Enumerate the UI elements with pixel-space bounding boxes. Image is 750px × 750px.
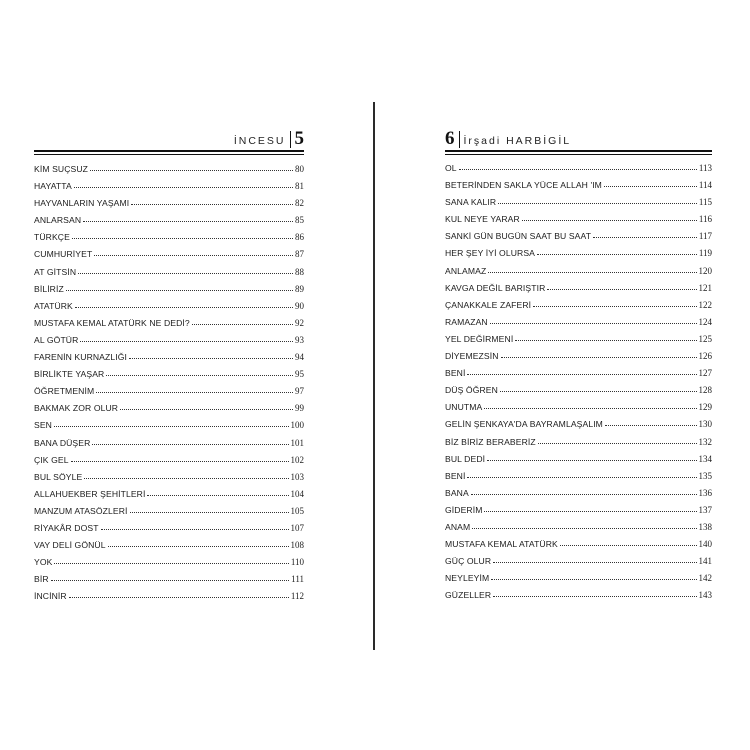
toc-entry-title: SANKİ GÜN BUGÜN SAAT BU SAAT	[445, 231, 592, 242]
toc-entry-page-number: 140	[698, 539, 712, 550]
toc-entry-title: AL GÖTÜR	[34, 334, 79, 345]
toc-entry-title: BİR	[34, 574, 49, 585]
toc-entry	[445, 522, 712, 539]
toc-entry-title: ALLAHUEKBER ŞEHİTLERİ	[34, 488, 146, 499]
toc-entry	[34, 438, 304, 455]
toc-entry	[445, 351, 712, 368]
toc-entry	[34, 267, 304, 284]
toc-entry-page-number: 121	[698, 282, 712, 293]
toc-entry-title: SANA KALIR	[445, 197, 497, 208]
right-page	[445, 128, 712, 601]
toc-entry	[34, 318, 304, 335]
dot-leader	[500, 391, 697, 392]
toc-entry-title: İNCİNİR	[34, 591, 67, 602]
toc-entry-title: GELİN ŞENKAYA'DA BAYRAMLAŞALIM	[445, 419, 603, 430]
dot-leader	[488, 272, 696, 273]
toc-entry-title: HER ŞEY İYİ OLURSA	[445, 248, 535, 259]
toc-entry-title: TÜRKÇE	[34, 232, 70, 243]
running-title: İNCESU	[233, 134, 286, 147]
toc-entry	[34, 403, 304, 420]
toc-entry-page-number: 104	[290, 488, 304, 499]
toc-entry-title: GÜÇ OLUR	[445, 556, 492, 567]
dot-leader	[106, 375, 293, 376]
toc-entry-title: BETERİNDEN SAKLA YÜCE ALLAH 'IM	[445, 180, 602, 191]
dot-leader	[54, 426, 289, 427]
toc-entry-title: DÜŞ ÖĞREN	[445, 385, 498, 396]
toc-entry-title: MANZUM ATASÖZLERİ	[34, 505, 128, 516]
page-number: 6	[445, 128, 455, 149]
toc-entry-page-number: 93	[295, 334, 304, 345]
dot-leader	[129, 358, 293, 359]
page-number: 5	[294, 128, 304, 149]
toc-entry-title: GÜZELLER	[445, 590, 492, 601]
toc-entry	[34, 540, 304, 557]
toc-entry-title: FARENİN KURNAZLIĞI	[34, 352, 128, 363]
toc-entry-page-number: 90	[295, 300, 304, 311]
toc-entry-page-number: 120	[698, 265, 712, 276]
toc-entry-title: YEL DEĞİRMENİ	[445, 333, 514, 344]
toc-entry	[34, 215, 304, 232]
toc-entry	[445, 317, 712, 334]
toc-entry-title: BUL DEDİ	[445, 453, 486, 464]
dot-leader	[51, 580, 290, 581]
toc-entry-title: ÇANAKKALE ZAFERİ	[445, 299, 532, 310]
toc-entry	[445, 488, 712, 505]
toc-entry	[445, 248, 712, 265]
toc-entry-page-number: 81	[295, 181, 304, 192]
toc-entry-page-number: 92	[295, 317, 304, 328]
toc-entry-page-number: 137	[698, 504, 712, 515]
toc-entry-page-number: 117	[698, 231, 712, 242]
dot-leader	[547, 289, 696, 290]
dot-leader	[467, 374, 696, 375]
toc-entry-page-number: 87	[295, 249, 304, 260]
toc-entry	[34, 164, 304, 181]
toc-entry-page-number: 99	[295, 403, 304, 414]
toc-entry	[34, 591, 304, 608]
header-rule	[445, 150, 712, 155]
dot-leader	[593, 237, 697, 238]
toc-entry	[34, 232, 304, 249]
toc-entry-page-number: 129	[698, 402, 712, 413]
toc-entry-title: KAVGA DEĞİL BARIŞTIR	[445, 282, 546, 293]
toc-entry-title: UNUTMA	[445, 402, 483, 413]
dot-leader	[131, 204, 293, 205]
toc-entry-title: NEYLEYİM	[445, 573, 490, 584]
toc-entry	[445, 368, 712, 385]
dot-leader	[96, 392, 293, 393]
toc-entry	[34, 506, 304, 523]
toc-entry-page-number: 138	[698, 521, 712, 532]
toc-entry-page-number: 135	[698, 470, 712, 481]
dot-leader	[493, 562, 696, 563]
toc-entry	[445, 505, 712, 522]
header-rule	[34, 150, 304, 155]
toc-entry-page-number: 112	[290, 591, 304, 602]
toc-entry-page-number: 110	[290, 557, 304, 568]
toc-entry-page-number: 128	[698, 385, 712, 396]
dot-leader	[92, 444, 288, 445]
toc-entry-title: ANAM	[445, 521, 471, 532]
toc-entry	[445, 197, 712, 214]
dot-leader	[459, 169, 697, 170]
toc-entry	[445, 437, 712, 454]
toc-entry-title: HAYATTA	[34, 181, 72, 192]
toc-entry-title: BENİ	[445, 470, 466, 481]
toc-entry-page-number: 113	[698, 163, 712, 173]
dot-leader	[538, 443, 697, 444]
dot-leader	[54, 563, 288, 564]
toc-entry	[445, 471, 712, 488]
toc-entry-page-number: 85	[295, 215, 304, 226]
toc-entry-page-number: 107	[290, 522, 304, 533]
toc-entry	[445, 300, 712, 317]
toc-entry-page-number: 108	[290, 540, 304, 551]
dot-leader	[84, 478, 288, 479]
toc-entry-page-number: 88	[295, 266, 304, 277]
dot-leader	[493, 596, 696, 597]
toc-entry-page-number: 130	[698, 419, 712, 430]
toc-entry	[445, 266, 712, 283]
toc-entry	[34, 249, 304, 266]
dot-leader	[66, 290, 293, 291]
dot-leader	[83, 221, 293, 222]
toc-entry-page-number: 95	[295, 369, 304, 380]
toc-entry	[34, 472, 304, 489]
toc-entry-page-number: 89	[295, 283, 304, 294]
dot-leader	[130, 512, 289, 513]
toc-entry-page-number: 116	[698, 214, 712, 225]
toc-entry-title: SEN	[34, 420, 52, 431]
toc-entry-page-number: 86	[295, 232, 304, 243]
toc-entry-title: RİYAKÂR DOST	[34, 522, 99, 533]
toc-entry-title: BENİ	[445, 368, 466, 379]
toc-entry	[445, 590, 712, 607]
toc-entry-title: ANLAMAZ	[445, 265, 487, 276]
toc-entry	[34, 574, 304, 591]
toc-entry-page-number: 125	[698, 333, 712, 344]
dot-leader	[491, 579, 696, 580]
toc-entry-page-number: 94	[295, 352, 304, 363]
toc-entry-page-number: 142	[698, 573, 712, 584]
toc-entry-title: ANLARSAN	[34, 215, 82, 226]
toc-entry	[445, 163, 712, 180]
toc-entry-title: ÖĞRETMENİM	[34, 386, 95, 397]
toc-entry	[34, 557, 304, 574]
toc-entry-title: BİZ BİRİZ BERABERİZ	[445, 436, 536, 447]
toc-entry-page-number: 132	[698, 436, 712, 447]
toc-entry-page-number: 127	[698, 368, 712, 379]
dot-leader	[74, 187, 293, 188]
dot-leader	[71, 461, 289, 462]
dot-leader	[94, 255, 293, 256]
toc-entry-page-number: 101	[290, 437, 304, 448]
dot-leader	[467, 477, 696, 478]
dot-leader	[192, 324, 293, 325]
toc-entry-title: BANA	[445, 487, 469, 498]
left-page-header	[34, 128, 304, 154]
running-title: İrşadi HARBİGİL	[463, 134, 572, 147]
toc-entry-title: AT GİTSİN	[34, 266, 77, 277]
toc-entry-title: YOK	[34, 557, 53, 568]
table-of-contents-right	[445, 163, 712, 607]
toc-entry	[445, 556, 712, 573]
toc-entry-title: BANA DÜŞER	[34, 437, 91, 448]
toc-entry-page-number: 119	[698, 248, 712, 259]
toc-entry-page-number: 126	[698, 351, 712, 362]
dot-leader	[498, 203, 697, 204]
toc-entry	[445, 454, 712, 471]
toc-entry-title: MUSTAFA KEMAL ATATÜRK NE DEDİ?	[34, 317, 190, 328]
book-spine	[373, 102, 375, 650]
dot-leader	[484, 511, 696, 512]
toc-entry-title: BUL SÖYLE	[34, 471, 83, 482]
toc-entry-page-number: 97	[295, 386, 304, 397]
dot-leader	[90, 170, 293, 171]
toc-entry	[34, 455, 304, 472]
toc-entry	[445, 214, 712, 231]
dot-leader	[472, 528, 696, 529]
toc-entry-page-number: 114	[698, 180, 712, 191]
dot-leader	[501, 357, 697, 358]
toc-entry-page-number: 143	[698, 590, 712, 601]
toc-entry	[34, 198, 304, 215]
toc-entry-page-number: 136	[698, 487, 712, 498]
toc-entry	[34, 369, 304, 386]
toc-entry	[34, 386, 304, 403]
toc-entry-page-number: 134	[698, 453, 712, 464]
toc-entry-page-number: 82	[295, 198, 304, 209]
toc-entry-page-number: 105	[290, 505, 304, 516]
toc-entry-title: OL	[445, 163, 457, 173]
toc-entry	[445, 573, 712, 590]
toc-entry	[445, 180, 712, 197]
toc-entry-title: CUMHURİYET	[34, 249, 93, 260]
toc-entry-page-number: 111	[291, 574, 304, 585]
toc-entry-title: BİRLİKTE YAŞAR	[34, 369, 105, 380]
toc-entry-page-number: 100	[290, 420, 304, 431]
dot-leader	[487, 460, 696, 461]
toc-entry	[445, 231, 712, 248]
dot-leader	[72, 238, 293, 239]
toc-entry	[445, 419, 712, 436]
toc-entry-page-number: 124	[698, 316, 712, 327]
toc-entry	[445, 385, 712, 402]
toc-entry-title: HAYVANLARIN YAŞAMI	[34, 198, 130, 209]
table-of-contents-left	[34, 164, 304, 608]
dot-leader	[147, 495, 288, 496]
dot-leader	[560, 545, 697, 546]
dot-leader	[533, 306, 696, 307]
toc-entry-page-number: 141	[698, 556, 712, 567]
toc-entry	[445, 283, 712, 300]
dot-leader	[75, 307, 293, 308]
toc-entry	[34, 420, 304, 437]
toc-entry-title: KİM SUÇSUZ	[34, 164, 88, 174]
toc-entry	[34, 352, 304, 369]
toc-entry-title: BAKMAK ZOR OLUR	[34, 403, 119, 414]
toc-entry-title: KUL NEYE YARAR	[445, 214, 520, 225]
toc-entry-title: DİYEMEZSİN	[445, 351, 499, 362]
toc-entry-page-number: 115	[698, 197, 712, 208]
toc-entry-title: RAMAZAN	[445, 316, 488, 327]
toc-entry-title: VAY DELİ GÖNÜL	[34, 540, 106, 551]
right-page-header	[445, 128, 712, 154]
toc-entry-title: BİLİRİZ	[34, 283, 64, 294]
toc-entry	[445, 539, 712, 556]
toc-entry	[34, 301, 304, 318]
toc-entry-page-number: 102	[290, 454, 304, 465]
toc-entry	[34, 523, 304, 540]
toc-entry	[34, 489, 304, 506]
toc-entry-title: ATATÜRK	[34, 300, 73, 311]
dot-leader	[108, 546, 289, 547]
toc-entry	[34, 284, 304, 301]
dot-leader	[522, 220, 697, 221]
toc-entry-page-number: 103	[290, 471, 304, 482]
dot-leader	[471, 494, 697, 495]
dot-leader	[604, 186, 697, 187]
toc-entry	[34, 181, 304, 198]
dot-leader	[605, 425, 697, 426]
toc-entry	[445, 402, 712, 419]
toc-entry-title: GİDERİM	[445, 504, 483, 515]
header-separator	[290, 131, 291, 148]
left-page	[34, 128, 304, 602]
toc-entry	[445, 334, 712, 351]
dot-leader	[537, 254, 697, 255]
dot-leader	[120, 409, 293, 410]
dot-leader	[69, 597, 289, 598]
toc-entry	[34, 335, 304, 352]
toc-entry-title: ÇIK GEL	[34, 454, 69, 465]
toc-entry-page-number: 122	[698, 299, 712, 310]
dot-leader	[101, 529, 289, 530]
dot-leader	[490, 323, 697, 324]
dot-leader	[484, 408, 696, 409]
toc-entry-title: MUSTAFA KEMAL ATATÜRK	[445, 539, 558, 550]
header-separator	[459, 131, 460, 148]
dot-leader	[80, 341, 293, 342]
dot-leader	[78, 273, 293, 274]
dot-leader	[515, 340, 696, 341]
toc-entry-page-number: 80	[295, 164, 304, 174]
